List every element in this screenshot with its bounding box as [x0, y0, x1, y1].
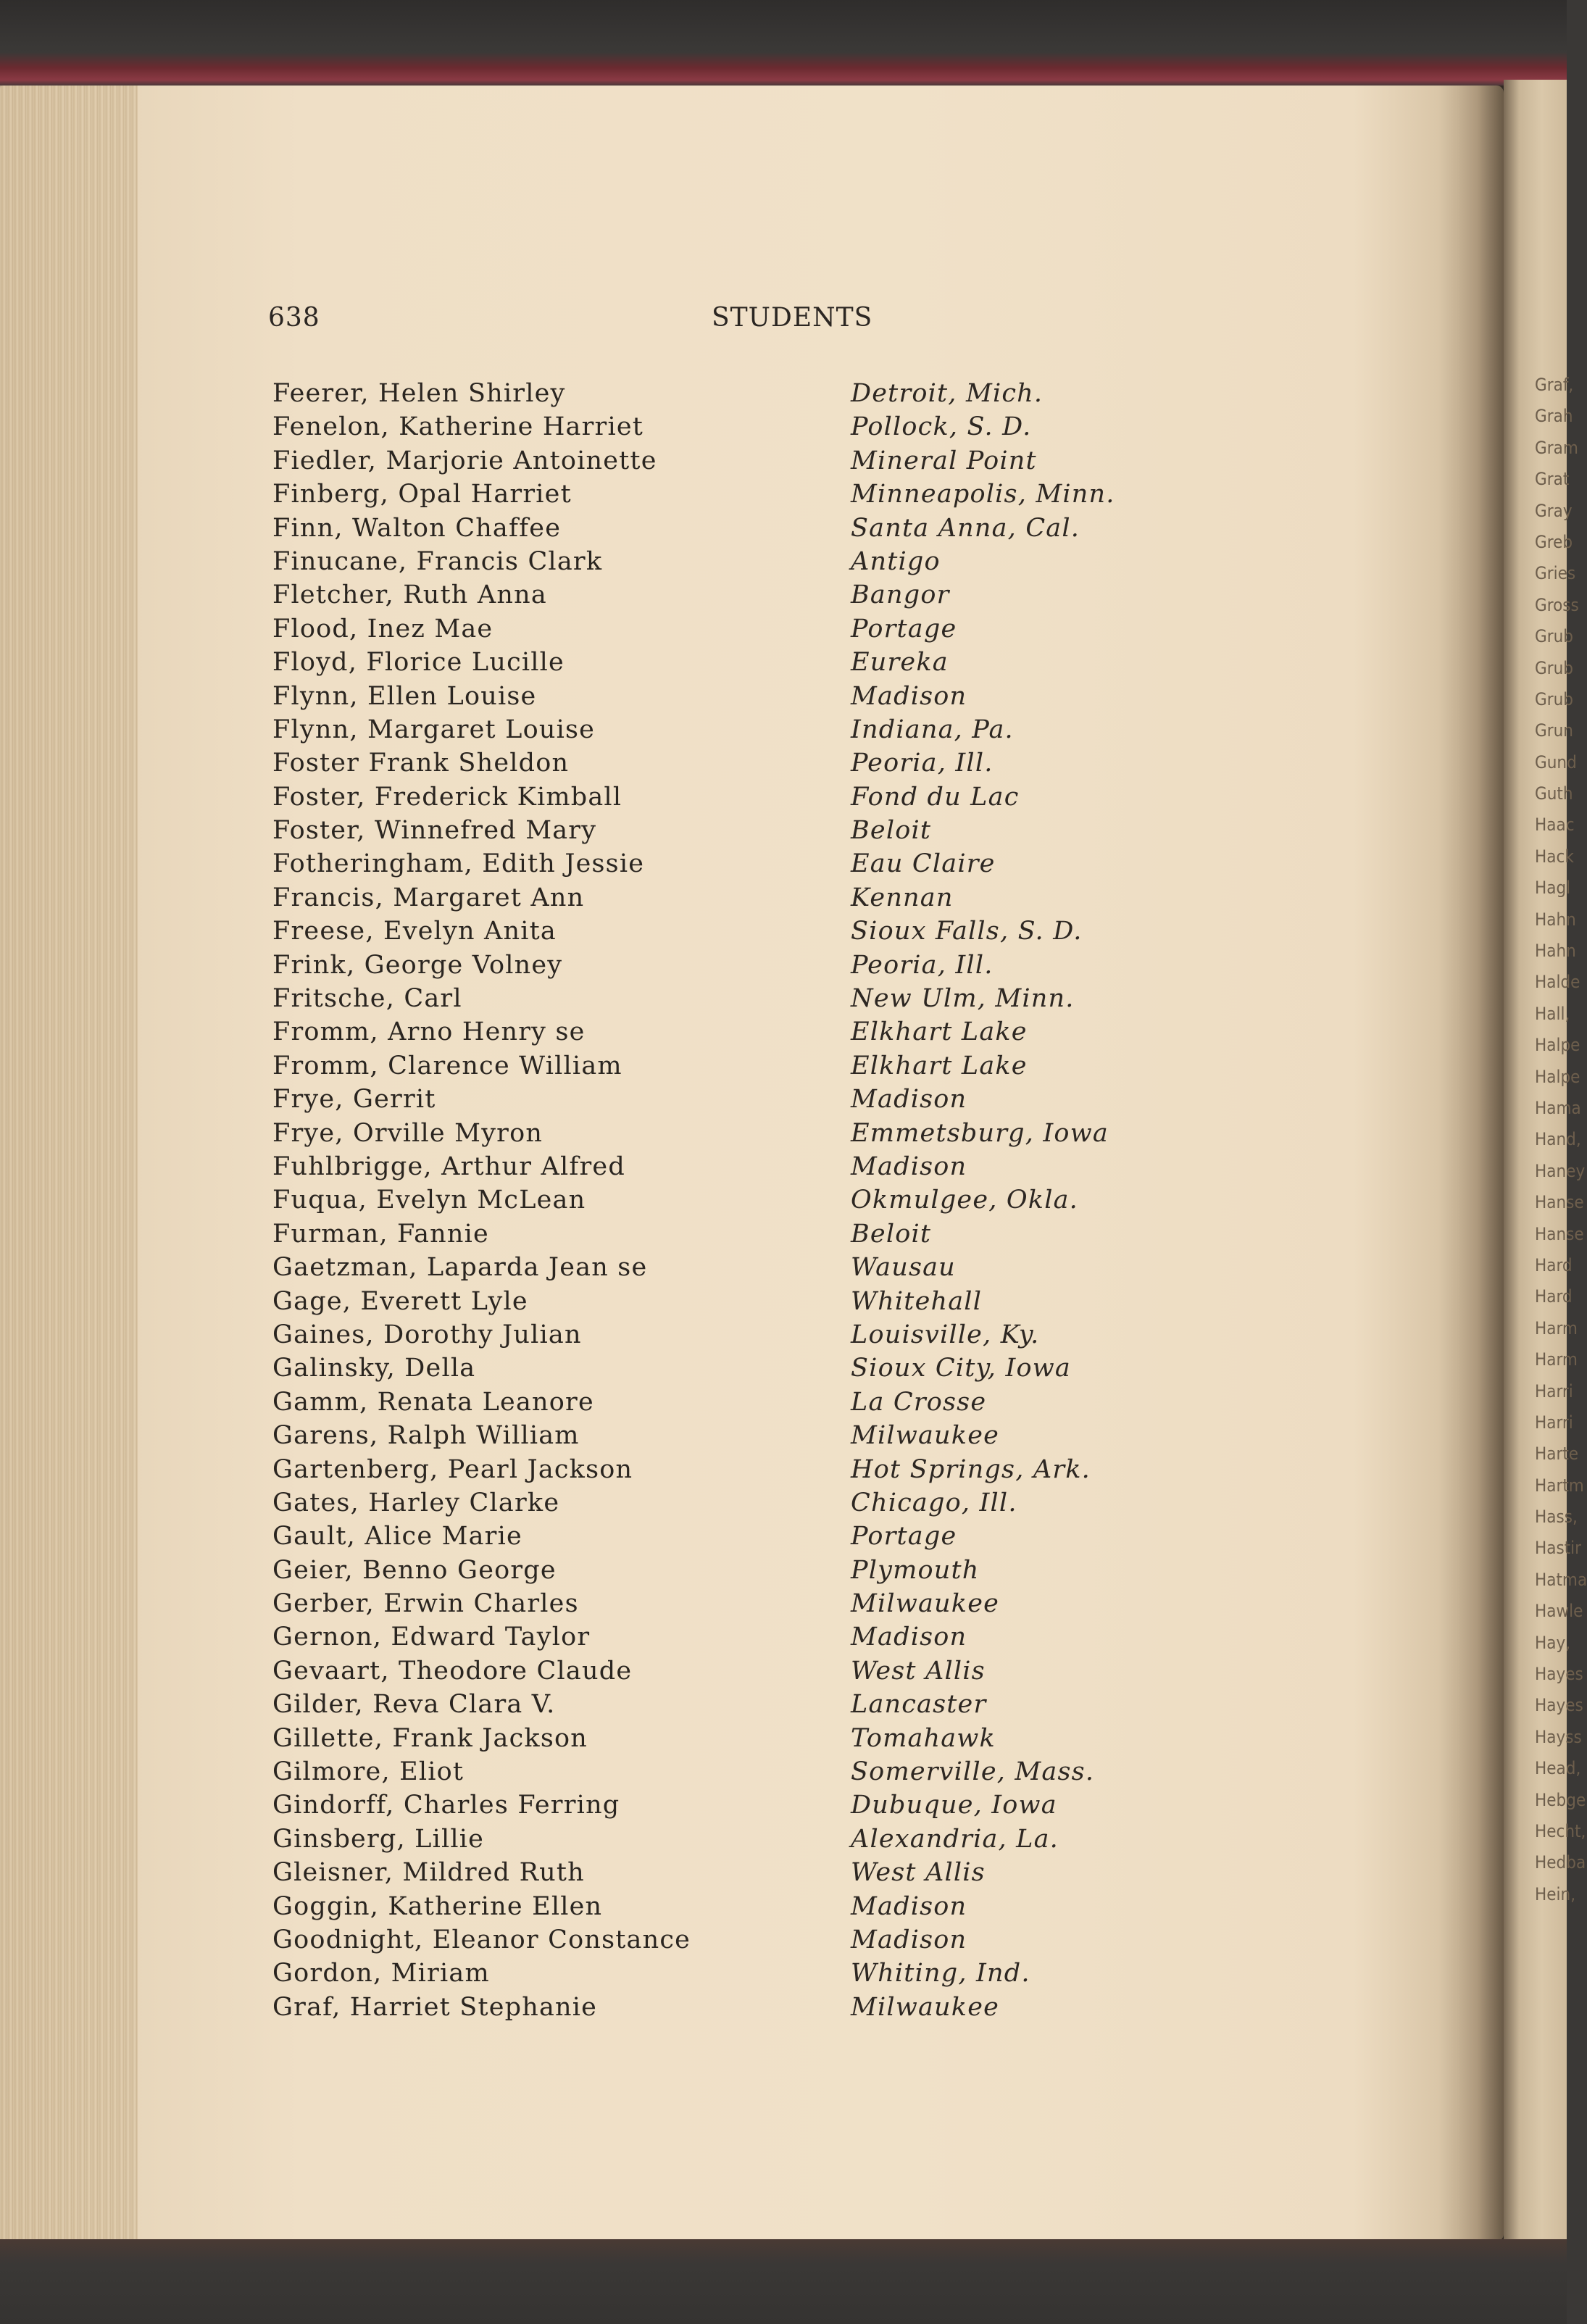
- student-hometown: Eau Claire: [851, 849, 996, 879]
- student-hometown: Madison: [851, 1891, 967, 1921]
- list-item: [272, 1520, 1215, 1553]
- student-name: Gage, Everett Lyle: [272, 1286, 528, 1316]
- facing-page-fragment: Halpe: [1535, 1066, 1580, 1087]
- facing-page-fragment: Hedba: [1535, 1852, 1586, 1873]
- facing-page-fragment: Grub: [1535, 626, 1574, 647]
- student-name: Fuqua, Evelyn McLean: [272, 1186, 586, 1215]
- facing-page-fragment: Haac: [1535, 815, 1575, 836]
- list-item: [272, 1419, 1215, 1452]
- student-name: Ginsberg, Lillie: [272, 1824, 485, 1854]
- list-item: [272, 982, 1215, 1015]
- student-hometown: Minneapolis, Minn.: [851, 480, 1115, 509]
- facing-page-fragment: Gross: [1535, 594, 1579, 615]
- list-item: [272, 377, 1215, 410]
- student-hometown: Kennan: [851, 883, 954, 912]
- student-name: Foster, Winnefred Mary: [272, 816, 597, 846]
- facing-page-fragment: Hatma: [1535, 1569, 1587, 1590]
- student-name: Finn, Walton Chaffee: [272, 513, 562, 543]
- student-hometown: Beloit: [851, 816, 932, 846]
- student-hometown: Whitehall: [851, 1286, 983, 1316]
- student-hometown: West Allis: [851, 1858, 986, 1888]
- list-item: [272, 847, 1215, 880]
- facing-page-fragment: Gries: [1535, 563, 1576, 584]
- list-item: [272, 1015, 1215, 1049]
- facing-page-fragment: Harm: [1535, 1317, 1578, 1338]
- book-gutter: [1438, 86, 1504, 2241]
- student-hometown: Milwaukee: [851, 1421, 1000, 1451]
- student-name: Gleisner, Mildred Ruth: [272, 1858, 585, 1888]
- list-item: [272, 1351, 1215, 1385]
- list-item: [272, 881, 1215, 915]
- student-hometown: Antigo: [851, 546, 941, 576]
- student-name: Gartenberg, Pearl Jackson: [272, 1454, 633, 1484]
- page-stack-edge: [0, 86, 138, 2241]
- student-name: Francis, Margaret Ann: [272, 883, 585, 912]
- student-name: Frye, Gerrit: [272, 1085, 436, 1115]
- list-item: [272, 1049, 1215, 1083]
- student-hometown: Alexandria, La.: [851, 1824, 1059, 1854]
- list-item: [272, 1083, 1215, 1116]
- facing-page-fragment: Hama: [1535, 1097, 1581, 1118]
- student-hometown: Eureka: [851, 648, 949, 678]
- student-name: Gernon, Edward Taylor: [272, 1623, 591, 1652]
- facing-page-fragment: Hayss: [1535, 1726, 1582, 1747]
- facing-page-fragment: Greb: [1535, 531, 1573, 552]
- student-hometown: Madison: [851, 1925, 967, 1954]
- student-name: Flood, Inez Mae: [272, 614, 493, 644]
- facing-page-fragment: Hartm: [1535, 1475, 1584, 1496]
- list-item: [272, 1285, 1215, 1318]
- facing-page-fragment: Hayes: [1535, 1664, 1583, 1685]
- facing-page-fragment: Harri: [1535, 1412, 1573, 1433]
- list-item: [272, 444, 1215, 478]
- facing-page-fragment: Hagl: [1535, 878, 1571, 899]
- list-item: [272, 915, 1215, 948]
- list-item: [272, 1823, 1215, 1856]
- student-name: Fotheringham, Edith Jessie: [272, 849, 645, 879]
- student-hometown: Wausau: [851, 1253, 956, 1283]
- student-name: Gordon, Miriam: [272, 1959, 490, 1988]
- list-item: [272, 512, 1215, 545]
- student-hometown: Peoria, Ill.: [851, 749, 994, 778]
- facing-page-fragment: Grah: [1535, 406, 1573, 427]
- student-hometown: Louisville, Ky.: [851, 1320, 1040, 1349]
- student-hometown: Madison: [851, 1085, 967, 1115]
- student-name: Fletcher, Ruth Anna: [272, 580, 547, 610]
- list-item: [272, 1486, 1215, 1520]
- facing-page-fragment: Grub: [1535, 688, 1574, 709]
- student-hometown: Madison: [851, 681, 967, 711]
- facing-page-fragment: Haney: [1535, 1160, 1586, 1181]
- student-name: Freese, Evelyn Anita: [272, 917, 557, 946]
- facing-page-fragment: Head,: [1535, 1758, 1581, 1779]
- student-name: Galinsky, Della: [272, 1354, 476, 1383]
- list-item: [272, 1890, 1215, 1923]
- student-name: Feerer, Helen Shirley: [272, 379, 566, 408]
- facing-page-fragment: Hastir: [1535, 1538, 1582, 1559]
- student-name: Gevaart, Theodore Claude: [272, 1656, 633, 1686]
- facing-page-fragment: Grun: [1535, 720, 1573, 741]
- student-name: Gaines, Dorothy Julian: [272, 1320, 582, 1349]
- list-item: [272, 1183, 1215, 1217]
- student-hometown: Detroit, Mich.: [851, 379, 1044, 408]
- facing-page-fragment: Hack: [1535, 846, 1574, 867]
- facing-page-fragment: Hahn: [1535, 941, 1576, 962]
- facing-page-fragment: Grub: [1535, 657, 1574, 678]
- facing-page-fragment: Harri: [1535, 1380, 1573, 1402]
- list-item: [272, 713, 1215, 746]
- facing-page-fragment: Hecht,: [1535, 1820, 1586, 1841]
- facing-page-fragment: Halde: [1535, 972, 1580, 993]
- list-item: [272, 949, 1215, 982]
- facing-page-fragment: Grat: [1535, 469, 1570, 490]
- list-item: [272, 1654, 1215, 1688]
- list-item: [272, 410, 1215, 443]
- list-item: [272, 1688, 1215, 1721]
- student-name: Fuhlbrigge, Arthur Alfred: [272, 1151, 625, 1181]
- list-item: [272, 578, 1215, 612]
- student-name: Geier, Benno George: [272, 1555, 557, 1585]
- student-hometown: Tomahawk: [851, 1723, 996, 1753]
- student-name: Fenelon, Katherine Harriet: [272, 412, 644, 442]
- list-item: [272, 1923, 1215, 1957]
- facing-page-fragment: Hanse: [1535, 1223, 1584, 1244]
- facing-page-fragment: Gund: [1535, 751, 1577, 772]
- student-hometown: Elkhart Lake: [851, 1051, 1028, 1080]
- student-name: Gerber, Erwin Charles: [272, 1589, 579, 1619]
- student-hometown: Whiting, Ind.: [851, 1959, 1030, 1988]
- student-name: Floyd, Florice Lucille: [272, 648, 565, 678]
- student-name: Garens, Ralph William: [272, 1421, 580, 1451]
- student-name: Frink, George Volney: [272, 950, 563, 980]
- list-item: [272, 1217, 1215, 1251]
- student-hometown: Okmulgee, Okla.: [851, 1186, 1078, 1215]
- facing-page-fragment: Harm: [1535, 1349, 1578, 1370]
- facing-page-fragment: Hay,: [1535, 1632, 1571, 1653]
- facing-page-fragment: Guth: [1535, 783, 1573, 804]
- list-item: [272, 1587, 1215, 1620]
- list-item: [272, 1318, 1215, 1351]
- student-hometown: West Allis: [851, 1656, 986, 1686]
- student-hometown: Fond du Lac: [851, 782, 1020, 812]
- student-name: Foster, Frederick Kimball: [272, 782, 622, 812]
- list-item: [272, 1251, 1215, 1284]
- facing-page-fragment: Hawle: [1535, 1601, 1583, 1622]
- facing-page-fragment: Graf,: [1535, 375, 1574, 395]
- student-hometown: Emmetsburg, Iowa: [851, 1118, 1109, 1148]
- student-name: Fromm, Clarence William: [272, 1051, 622, 1080]
- list-item: [272, 1957, 1215, 1990]
- list-item: [272, 746, 1215, 780]
- student-name: Graf, Harriet Stephanie: [272, 1992, 598, 2022]
- student-hometown: Sioux Falls, S. D.: [851, 917, 1083, 946]
- list-item: [272, 1856, 1215, 1889]
- student-hometown: Somerville, Mass.: [851, 1757, 1095, 1787]
- student-hometown: Mineral Point: [851, 446, 1037, 475]
- facing-page-fragment: Hein,: [1535, 1883, 1576, 1904]
- facing-page-fragment: Halpe: [1535, 1035, 1580, 1056]
- list-item: [272, 1722, 1215, 1755]
- list-item: [272, 1453, 1215, 1486]
- student-name: Fritsche, Carl: [272, 984, 462, 1014]
- student-hometown: Chicago, Ill.: [851, 1488, 1017, 1517]
- student-hometown: Bangor: [851, 580, 950, 610]
- list-item: [272, 1386, 1215, 1419]
- facing-page-fragment: Hanse: [1535, 1192, 1584, 1213]
- facing-page-fragment: Hayes: [1535, 1695, 1583, 1716]
- student-hometown: Milwaukee: [851, 1589, 1000, 1619]
- facing-page-fragment: Harte: [1535, 1444, 1579, 1465]
- facing-page-fragment: Hebge: [1535, 1789, 1586, 1810]
- list-item: [272, 1554, 1215, 1587]
- facing-page-fragment: Hall,: [1535, 1003, 1570, 1024]
- student-name: Gilmore, Eliot: [272, 1757, 465, 1787]
- student-hometown: Madison: [851, 1623, 967, 1652]
- student-hometown: Dubuque, Iowa: [851, 1791, 1057, 1820]
- student-hometown: Madison: [851, 1151, 967, 1181]
- list-item: [272, 1788, 1215, 1822]
- student-name: Gaetzman, Laparda Jean se: [272, 1253, 648, 1283]
- facing-page-text: [1535, 370, 1587, 2036]
- student-hometown: Lancaster: [851, 1690, 987, 1720]
- facing-page-fragment: Hahn: [1535, 909, 1576, 930]
- list-item: [272, 780, 1215, 814]
- student-name: Finucane, Francis Clark: [272, 546, 603, 576]
- student-hometown: Elkhart Lake: [851, 1017, 1028, 1047]
- student-hometown: Milwaukee: [851, 1992, 1000, 2022]
- student-hometown: Beloit: [851, 1219, 932, 1249]
- student-name: Finberg, Opal Harriet: [272, 480, 572, 509]
- student-list: [272, 377, 1215, 2024]
- page-title: STUDENTS: [712, 303, 873, 333]
- list-item: [272, 814, 1215, 847]
- list-item: [272, 680, 1215, 713]
- student-hometown: Portage: [851, 1522, 957, 1552]
- page-number: 638: [268, 303, 320, 333]
- student-name: Gillette, Frank Jackson: [272, 1723, 588, 1753]
- facing-page-fragment: Gray: [1535, 500, 1573, 521]
- student-name: Gindorff, Charles Ferring: [272, 1791, 620, 1820]
- student-hometown: Indiana, Pa.: [851, 715, 1014, 744]
- student-name: Fromm, Arno Henry se: [272, 1017, 586, 1047]
- student-name: Gilder, Reva Clara V.: [272, 1690, 556, 1720]
- student-name: Goodnight, Eleanor Constance: [272, 1925, 691, 1954]
- list-item: [272, 1150, 1215, 1183]
- book-top-edge: [0, 0, 1567, 87]
- student-name: Gamm, Renata Leanore: [272, 1387, 594, 1417]
- facing-page-fragment: Hass,: [1535, 1507, 1578, 1528]
- book-bottom-edge: [0, 2239, 1567, 2324]
- student-name: Fiedler, Marjorie Antoinette: [272, 446, 657, 475]
- student-hometown: Plymouth: [851, 1555, 980, 1585]
- list-item: [272, 1755, 1215, 1788]
- facing-page-fragment: Gram: [1535, 437, 1578, 458]
- student-name: Foster Frank Sheldon: [272, 749, 570, 778]
- facing-page-fragment: Hard: [1535, 1286, 1573, 1307]
- facing-page-fragment: Hand,: [1535, 1129, 1581, 1150]
- list-item: [272, 545, 1215, 578]
- student-name: Goggin, Katherine Ellen: [272, 1891, 603, 1921]
- student-hometown: La Crosse: [851, 1387, 987, 1417]
- student-hometown: Portage: [851, 614, 957, 644]
- list-item: [272, 1991, 1215, 2024]
- student-name: Flynn, Margaret Louise: [272, 715, 596, 744]
- student-name: Furman, Fannie: [272, 1219, 489, 1249]
- list-item: [272, 646, 1215, 679]
- facing-page-fragment: Hard: [1535, 1254, 1573, 1275]
- student-name: Flynn, Ellen Louise: [272, 681, 537, 711]
- student-name: Gault, Alice Marie: [272, 1522, 522, 1552]
- student-hometown: Pollock, S. D.: [851, 412, 1032, 442]
- list-item: [272, 478, 1215, 511]
- list-item: [272, 612, 1215, 646]
- student-hometown: New Ulm, Minn.: [851, 984, 1075, 1014]
- list-item: [272, 1620, 1215, 1654]
- student-hometown: Peoria, Ill.: [851, 950, 994, 980]
- student-name: Gates, Harley Clarke: [272, 1488, 560, 1517]
- list-item: [272, 1117, 1215, 1150]
- student-name: Frye, Orville Myron: [272, 1118, 543, 1148]
- student-hometown: Sioux City, Iowa: [851, 1354, 1071, 1383]
- student-hometown: Hot Springs, Ark.: [851, 1454, 1091, 1484]
- student-hometown: Santa Anna, Cal.: [851, 513, 1080, 543]
